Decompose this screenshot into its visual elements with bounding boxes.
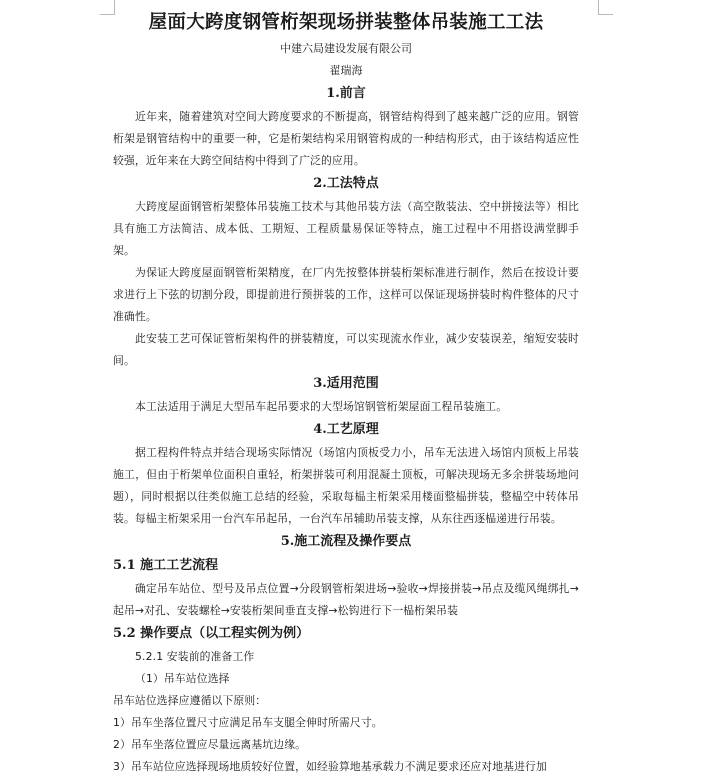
document-body <box>113 8 579 778</box>
list-line: （1）吊车站位选择 <box>135 672 230 685</box>
list-line: 吊车站位选择应遵循以下原则： <box>113 694 267 707</box>
list-line: 5.2.1 安装前的准备工作 <box>135 650 255 663</box>
document-title: 屋面大跨度钢管桁架现场拼装整体吊装施工工法 <box>148 12 544 33</box>
list-line: 3）吊车站位应选择现场地质较好位置，如经验算地基承载力不满足要求还应对地基进行加 <box>113 760 547 773</box>
paragraph: 为保证大跨度屋面钢管桁架精度，在厂内先按整体拼装桁架标准进行制作，然后在按设计要求进行上下弦的切割分段，即提前进行预拼装的工作，这样可以保证现场拼装时构件整体的尺寸准确性。 <box>113 266 579 323</box>
author: 翟瑞海 <box>329 64 363 77</box>
paragraph: 近年来，随着建筑对空间大跨度要求的不断提高，钢管结构得到了越来越广泛的应用。钢管桁架是钢管结构中的重要一种，它是桁架结构采用钢管构成的一种结构形式，由于该结构适应性较强，近年来在大跨空间结构中得到了广泛的应用。 <box>113 110 579 167</box>
heading-section-2: 2.工法特点 <box>313 176 379 191</box>
paragraph: 据工程构件特点并结合现场实际情况（场馆内顶板受力小，吊车无法进入场馆内顶板上吊装施工，但由于桁架单位面积自重轻，桁架拼装可利用混凝土顶板，可解决现场无多余拼装场地问题），同时根据以往类似施工总结的经验，采取每榀主桁架采用楼面整榀拼装，整榀空中转体吊装。每榀主桁架采用一台汽车吊起吊，一台汽车吊辅助吊装支撑，从东往西逐榀递进行吊装。 <box>113 446 579 525</box>
page-corner-mark-right <box>598 0 613 15</box>
paragraph: 确定吊车站位、型号及吊点位置→分段钢管桁架进场→验收→焊接拼装→吊点及缆风绳绑扎→起吊→对孔、安装螺栓→安装桁架间垂直支撑→松钩进行下一榀桁架吊装 <box>113 582 579 617</box>
heading-section-5: 5.施工流程及操作要点 <box>280 534 412 549</box>
heading-section-1: 1.前言 <box>326 86 366 101</box>
paragraph: 此安装工艺可保证管桁架构件的拼装精度，可以实现流水作业，减少安装误差，缩短安装时间。 <box>113 332 579 367</box>
heading-section-4: 4.工艺原理 <box>313 422 379 437</box>
heading-section-3: 3.适用范围 <box>313 376 379 391</box>
heading-subsection-5-2: 5.2 操作要点（以工程实例为例） <box>113 626 310 641</box>
paragraph: 大跨度屋面钢管桁架整体吊装施工技术与其他吊装方法（高空散装法、空中拼接法等）相比具有施工方法简洁、成本低、工期短、工程质量易保证等特点，施工过程中不用搭设满堂脚手架。 <box>113 200 579 257</box>
list-line: 2）吊车坐落位置应尽量远离基坑边缘。 <box>113 738 307 751</box>
heading-subsection-5-1: 5.1 施工工艺流程 <box>113 558 219 573</box>
paragraph: 本工法适用于满足大型吊车起吊要求的大型场馆钢管桁架屋面工程吊装施工。 <box>135 400 508 413</box>
list-line: 1）吊车坐落位置尺寸应满足吊车支腿全伸时所需尺寸。 <box>113 716 383 729</box>
organization: 中建六局建设发展有限公司 <box>280 42 412 55</box>
